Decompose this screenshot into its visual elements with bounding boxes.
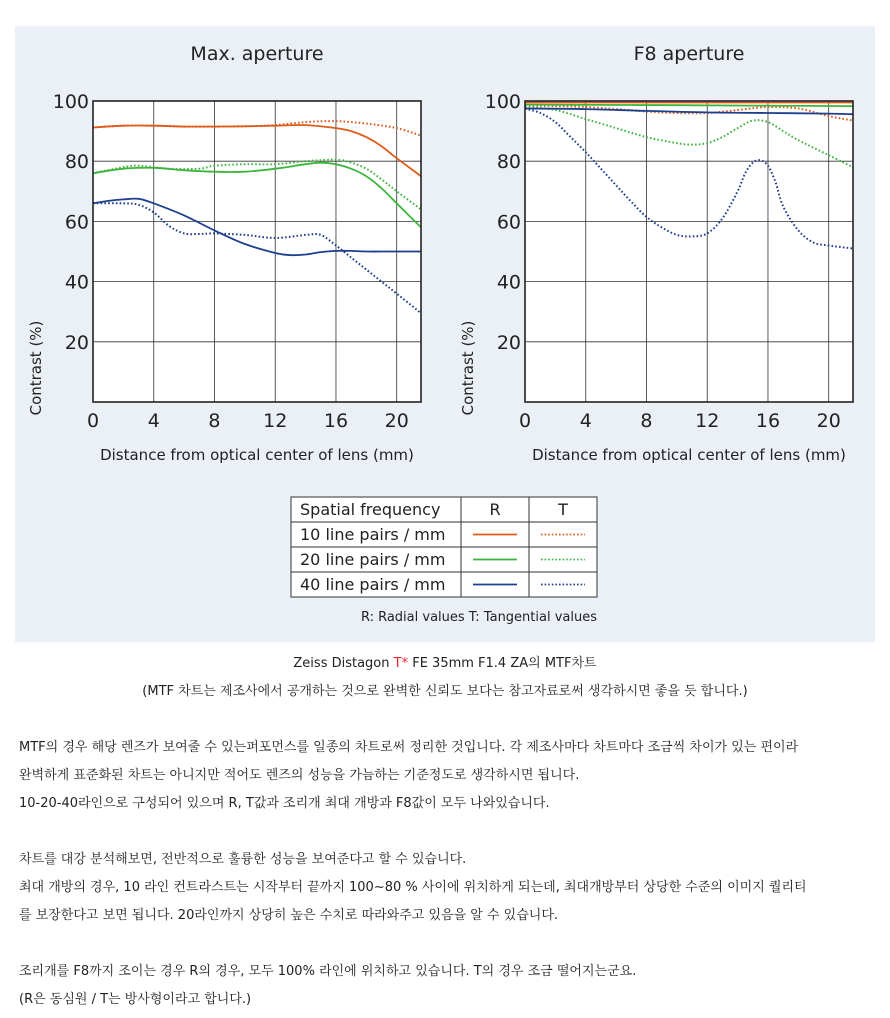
body-paragraph: 조리개를 F8까지 조이는 경우 R의 경우, 모두 100% 라인에 위치하고 있습니다. T의 경우 조금 떨어지는군요. bbox=[19, 964, 637, 979]
body-paragraph: (R은 동심원 / T는 방사형이라고 합니다.) bbox=[19, 992, 252, 1007]
legend-note: R: Radial values T: Tangential values bbox=[360, 610, 597, 625]
y-tick-label: 60 bbox=[64, 211, 89, 234]
x-tick-label: 12 bbox=[263, 410, 288, 432]
mtf-charts-svg bbox=[15, 26, 875, 642]
body-paragraph: 최대 개방의 경우, 10 라인 컨트라스트는 시작부터 끝까지 100~80 % 사이에 위치하게 되는데, 최대개방부터 상당한 수준의 이미지 퀄리티 bbox=[19, 880, 807, 895]
x-tick-label: 20 bbox=[384, 410, 409, 432]
x-tick-label: 4 bbox=[147, 410, 160, 432]
x-tick-label: 0 bbox=[86, 410, 100, 432]
paragraph-gap bbox=[19, 818, 879, 846]
figure-caption-title bbox=[0, 652, 890, 671]
x-tick-label: 8 bbox=[640, 410, 653, 432]
y-tick-label: 100 bbox=[52, 91, 89, 113]
y-tick-label: 60 bbox=[496, 211, 521, 234]
y-tick-label: 80 bbox=[64, 151, 89, 174]
legend-header-r: R bbox=[489, 500, 501, 519]
y-axis-label: Contrast (%) bbox=[27, 320, 45, 416]
plot-area bbox=[525, 101, 853, 402]
chart-title: F8 aperture bbox=[633, 43, 745, 65]
x-tick-label: 16 bbox=[323, 410, 349, 432]
y-tick-label: 40 bbox=[64, 271, 89, 294]
article-body bbox=[19, 734, 879, 1014]
body-paragraph: 완벽하게 표준화된 차트는 아니지만 적어도 렌즈의 성능을 가늠하는 기준정도로 생각하시면 됩니다. bbox=[19, 768, 580, 783]
y-tick-label: 20 bbox=[64, 331, 89, 354]
body-paragraph: 10-20-40라인으로 구성되어 있으며 R, T값과 조리개 최대 개방과 F8값이 모두 나와있습니다. bbox=[19, 796, 550, 811]
figure-caption-note: (MTF 차트는 제조사에서 공개하는 것으로 완벽한 신뢰도 보다는 참고자료로써 생각하시면 좋을 듯 합니다.) bbox=[142, 684, 748, 699]
paragraph-gap bbox=[19, 930, 879, 958]
chart-max-aperture bbox=[93, 101, 421, 402]
x-tick-label: 20 bbox=[816, 410, 841, 432]
y-tick-label: 20 bbox=[496, 331, 521, 354]
y-tick-label: 80 bbox=[496, 151, 521, 174]
mtf-figure bbox=[15, 26, 875, 642]
x-tick-label: 16 bbox=[755, 410, 781, 432]
x-axis-label: Distance from optical center of lens (mm) bbox=[532, 446, 846, 464]
y-tick-label: 100 bbox=[484, 91, 521, 113]
x-axis-label: Distance from optical center of lens (mm) bbox=[100, 446, 414, 464]
caption-title-after: FE 35mm F1.4 ZA의 MTF차트 bbox=[408, 656, 597, 671]
body-paragraph: 를 보장한다고 보면 됩니다. 20라인까지 상당히 높은 수치로 따라와주고 있음을 알 수 있습니다. bbox=[19, 908, 559, 923]
body-paragraph: MTF의 경우 해당 렌즈가 보여줄 수 있는퍼포먼스를 일종의 차트로써 정리한 것입니다. 각 제조사마다 차트마다 조금씩 차이가 있는 편이라 bbox=[19, 740, 799, 755]
x-tick-label: 12 bbox=[695, 410, 720, 432]
x-tick-label: 8 bbox=[208, 410, 221, 432]
legend-row-label: 10 line pairs / mm bbox=[300, 525, 446, 544]
y-axis-label: Contrast (%) bbox=[459, 320, 477, 416]
y-tick-label: 40 bbox=[496, 271, 521, 294]
chart-f8-aperture bbox=[525, 101, 853, 402]
legend-row-label: 40 line pairs / mm bbox=[300, 575, 446, 594]
caption-title-tstar: T* bbox=[393, 656, 409, 671]
legend-header-t: T bbox=[558, 500, 568, 519]
x-tick-label: 0 bbox=[518, 410, 532, 432]
legend-header-frequency: Spatial frequency bbox=[300, 500, 441, 519]
body-paragraph: 차트를 대강 분석해보면, 전반적으로 훌륭한 성능을 보여준다고 할 수 있습니다. bbox=[19, 852, 467, 867]
legend-row-label: 20 line pairs / mm bbox=[300, 550, 446, 569]
chart-title: Max. aperture bbox=[190, 43, 324, 65]
caption-title-before: Zeiss Distagon bbox=[293, 656, 394, 671]
x-tick-label: 4 bbox=[579, 410, 592, 432]
